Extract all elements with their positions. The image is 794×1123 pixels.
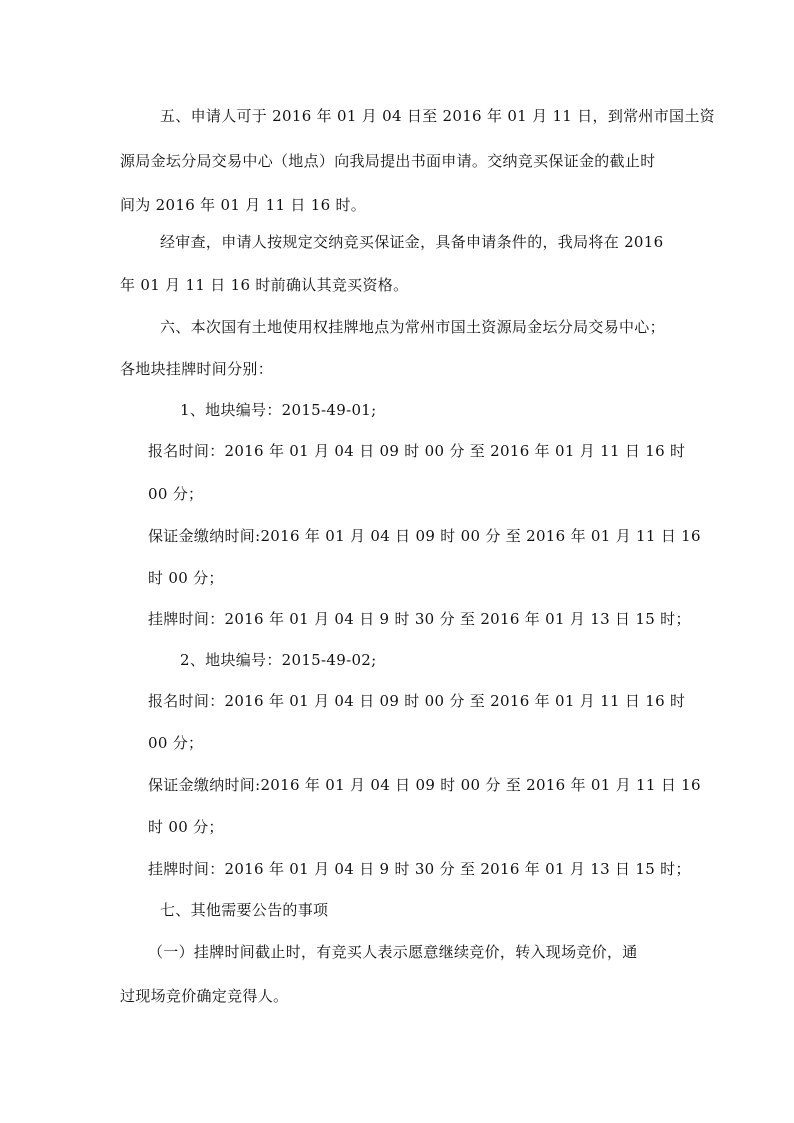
section-7-heading: 七、其他需要公告的事项	[160, 901, 329, 919]
parcel-2-heading: 2、地块编号：2015-49-02;	[180, 651, 377, 669]
parcel-1-heading: 1、地块编号：2015-49-01;	[180, 401, 377, 419]
section-7-item-1-line-1: （一）挂牌时间截止时，有竞买人表示愿意继续竞价，转入现场竞价，通	[148, 943, 638, 961]
parcel-2-registration-line-1: 报名时间：2016 年 01 月 04 日 09 时 00 分 至 2016 年 01 月 11 日 16 时	[148, 692, 686, 710]
paragraph-6-line-1: 六、本次国有土地使用权挂牌地点为常州市国土资源局金坛分局交易中心；	[160, 318, 665, 336]
review-line-1: 经审查，申请人按规定交纳竞买保证金，具备申请条件的，我局将在 2016	[160, 233, 664, 251]
parcel-1-listing-time: 挂牌时间：2016 年 01 月 04 日 9 时 30 分 至 2016 年 01 月 13 日 15 时；	[148, 610, 691, 628]
section-7-item-1-line-2: 过现场竞价确定竞得人。	[120, 987, 289, 1005]
paragraph-5-line-2: 源局金坛分局交易中心（地点）向我局提出书面申请。交纳竞买保证金的截止时	[120, 152, 656, 170]
parcel-1-registration-line-1: 报名时间：2016 年 01 月 04 日 09 时 00 分 至 2016 年 01 月 11 日 16 时	[148, 442, 686, 460]
parcel-1-deposit-line-1: 保证金缴纳时间:2016 年 01 月 04 日 09 时 00 分 至 2016 年 01 月 11 日 16	[148, 527, 701, 545]
parcel-1-registration-line-2: 00 分；	[148, 485, 204, 503]
parcel-2-registration-line-2: 00 分；	[148, 734, 204, 752]
review-line-2: 年 01 月 11 日 16 时前确认其竞买资格。	[120, 276, 409, 294]
paragraph-5-line-3: 间为 2016 年 01 月 11 日 16 时。	[120, 196, 367, 214]
parcel-2-listing-time: 挂牌时间：2016 年 01 月 04 日 9 时 30 分 至 2016 年 01 月 13 日 15 时；	[148, 860, 691, 878]
paragraph-6-line-2: 各地块挂牌时间分别：	[120, 360, 274, 378]
parcel-1-deposit-line-2: 时 00 分；	[148, 569, 224, 587]
parcel-2-deposit-line-1: 保证金缴纳时间:2016 年 01 月 04 日 09 时 00 分 至 2016 年 01 月 11 日 16	[148, 776, 701, 794]
parcel-2-deposit-line-2: 时 00 分；	[148, 818, 224, 836]
paragraph-5-line-1: 五、申请人可于 2016 年 01 月 04 日至 2016 年 01 月 11 日，到常州市国土资	[160, 107, 715, 125]
